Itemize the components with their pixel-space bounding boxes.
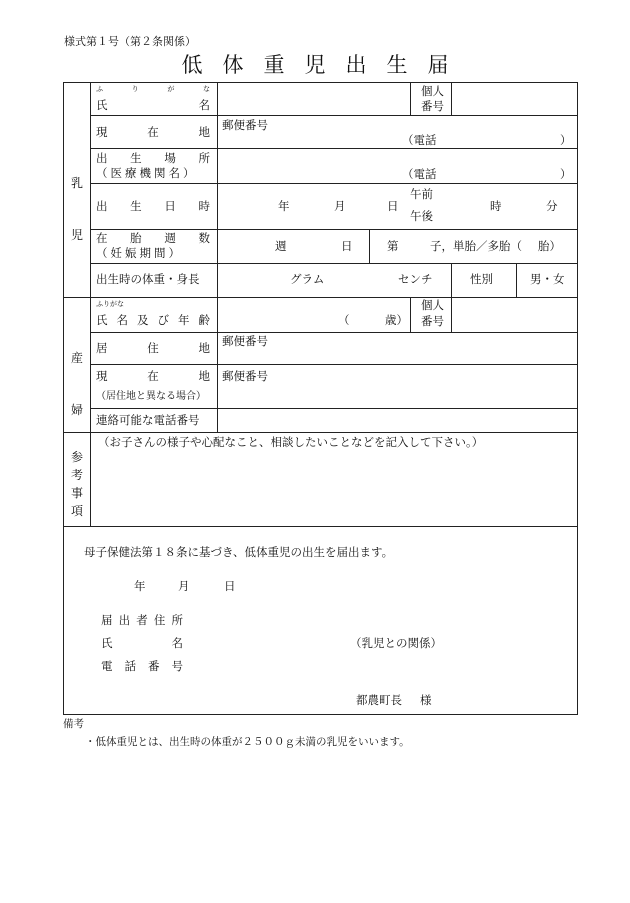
mother-personal-no-label-1: 個人 [421, 298, 444, 312]
infant-phone2-label: （電話 [402, 167, 437, 181]
section-infant-1 [71, 157, 83, 261]
submitter-phone-label [101, 661, 183, 673]
mother-current-label [96, 371, 210, 383]
mother-current-input[interactable] [218, 365, 577, 408]
infant-birthdate-label [96, 201, 210, 213]
birth-minute-label: 分 [546, 199, 558, 213]
label-char: 場 [164, 151, 176, 165]
label-char: 週 [164, 231, 176, 245]
label-char: 在 [147, 369, 159, 383]
infant-postal-label: 郵便番号 [222, 118, 268, 132]
mother-name-input[interactable] [218, 298, 409, 332]
label-char: 住 [147, 341, 159, 355]
multiple-birth-suffix: 胎） [538, 239, 561, 253]
mother-postal-label: 郵便番号 [222, 334, 268, 348]
infant-measure-input[interactable] [218, 264, 450, 297]
label-char: 胎 [130, 231, 142, 245]
label-char: 号 [171, 659, 183, 673]
label-char: 現 [96, 125, 108, 139]
label-char: 名 [198, 98, 210, 112]
mother-residence-label [96, 343, 210, 355]
birth-hour-label: 時 [490, 199, 502, 213]
label-char: 名 [171, 636, 183, 650]
infant-phone-label: （電話 [402, 133, 437, 147]
sex-label: 性別 [470, 272, 493, 286]
remarks-heading: 備考 [63, 718, 84, 730]
mother-age-open: （ [338, 313, 350, 327]
label-char: 年 [178, 313, 190, 327]
label-char: 齢 [198, 313, 210, 327]
mother-furigana-label: ふりがな [96, 300, 124, 308]
label-char: 数 [198, 231, 210, 245]
section-mother-label: 産婦 [71, 351, 84, 417]
mother-name-age-label [96, 315, 210, 327]
infant-address-input[interactable] [218, 116, 577, 148]
label-char: 地 [198, 369, 210, 383]
mother-personal-no-input[interactable] [452, 298, 577, 332]
label-char: 在 [96, 231, 108, 245]
birth-pm-label: 午後 [410, 209, 433, 223]
gestation-days-label: 日 [341, 239, 353, 253]
infant-personal-no-label-2: 番号 [421, 99, 444, 113]
label-char: 出 [96, 151, 108, 165]
mother-age-close: 歳） [385, 313, 408, 327]
mother-personal-no-label-2: 番号 [421, 314, 444, 328]
infant-address-label [96, 127, 210, 139]
honorific-label: 様 [420, 693, 432, 707]
remarks-item: ・低体重児とは、出生時の体重が２５００ｇ未満の乳児をいいます。 [85, 736, 410, 748]
section-infant-label: 乳児 [71, 176, 84, 242]
label-char: 氏 [96, 313, 108, 327]
weight-grams-label: グラム [290, 272, 325, 286]
label-char: 所 [171, 613, 183, 627]
label-char: 所 [198, 151, 210, 165]
infant-birthdate-input[interactable] [218, 184, 577, 229]
label-char: 生 [130, 151, 142, 165]
birth-order-prefix: 第 [387, 239, 399, 253]
infant-gestation-input[interactable] [218, 230, 577, 263]
furigana-char: り [131, 85, 139, 93]
relation-label: （乳児との関係） [350, 636, 442, 650]
gestation-weeks-label: 週 [275, 239, 287, 253]
infant-birthplace-label [96, 153, 210, 165]
furigana-char: ふ [96, 85, 103, 93]
furigana-char: が [167, 85, 175, 93]
form-title: 低体重児出生届 [181, 53, 469, 77]
notes-textarea[interactable] [91, 452, 577, 525]
infant-phone-close: ） [560, 133, 572, 147]
infant-name-input[interactable] [218, 83, 409, 115]
submitter-phone-input[interactable] [190, 656, 570, 676]
submission-day: 日 [224, 579, 236, 593]
birth-day-label: 日 [387, 199, 399, 213]
label-char: 氏 [101, 636, 113, 650]
label-char: 出 [96, 199, 108, 213]
label-char: 電 [101, 659, 113, 673]
infant-personal-no-input[interactable] [452, 83, 577, 115]
sex-options[interactable]: 男・女 [530, 272, 565, 286]
submission-month: 月 [178, 579, 190, 593]
infant-birthplace-input[interactable] [218, 149, 577, 183]
label-char: 日 [164, 199, 176, 213]
label-char: び [157, 313, 169, 327]
label-char: 話 [124, 659, 136, 673]
submitter-address-label [101, 615, 183, 627]
mother-contact-phone-label: 連絡可能な電話番号 [96, 413, 200, 427]
birth-order-suffix: 子，単胎／多胎（ [430, 239, 522, 253]
infant-personal-no-label-1: 個人 [421, 84, 444, 98]
label-char: 者 [136, 613, 148, 627]
label-char: 番 [148, 659, 160, 673]
mother-postal2-label: 郵便番号 [222, 369, 268, 383]
label-char: 現 [96, 369, 108, 383]
submitter-address-input[interactable] [190, 610, 570, 630]
infant-gestation-sub: （妊娠期間） [96, 246, 183, 260]
infant-phone2-close: ） [560, 167, 572, 181]
label-char: 在 [147, 125, 159, 139]
infant-gestation-label [96, 233, 210, 245]
mother-contact-phone-input[interactable] [218, 409, 577, 432]
section-notes-label: 参考事項 [71, 450, 84, 518]
infant-institution-label: （医療機関名） [96, 166, 198, 180]
label-char: 時 [198, 199, 210, 213]
submission-year: 年 [134, 579, 146, 593]
notes-instruction: （お子さんの様子や心配なこと、相談したいことなどを記入して下さい。） [98, 435, 484, 449]
submission-statement: 母子保健法第１８条に基づき、低体重児の出生を届出ます。 [84, 545, 394, 559]
label-char: 及 [137, 313, 149, 327]
label-char: 住 [153, 613, 166, 627]
submitter-name-input[interactable] [190, 633, 345, 653]
addressee-label: 都農町長 [356, 693, 402, 707]
mother-current-sub: （居住地と異なる場合） [96, 391, 206, 402]
label-char: 生 [130, 199, 142, 213]
submitter-name-label [101, 638, 183, 650]
birth-month-label: 月 [334, 199, 346, 213]
height-cm-label: センチ [398, 272, 433, 286]
infant-furigana-label [96, 86, 210, 93]
infant-name-label [96, 100, 210, 112]
label-char: 地 [198, 341, 210, 355]
label-char: 届 [101, 613, 113, 627]
birth-year-label: 年 [278, 199, 290, 213]
label-char: 名 [116, 313, 128, 327]
furigana-char: な [202, 85, 210, 93]
label-char: 地 [198, 125, 210, 139]
infant-measure-label: 出生時の体重・身長 [96, 272, 200, 286]
label-char: 出 [118, 613, 131, 627]
form-number: 様式第１号（第２条関係） [64, 35, 196, 48]
label-char: 居 [96, 341, 108, 355]
mother-residence-input[interactable] [218, 333, 577, 364]
birth-am-label: 午前 [410, 187, 433, 201]
label-char: 氏 [96, 98, 108, 112]
